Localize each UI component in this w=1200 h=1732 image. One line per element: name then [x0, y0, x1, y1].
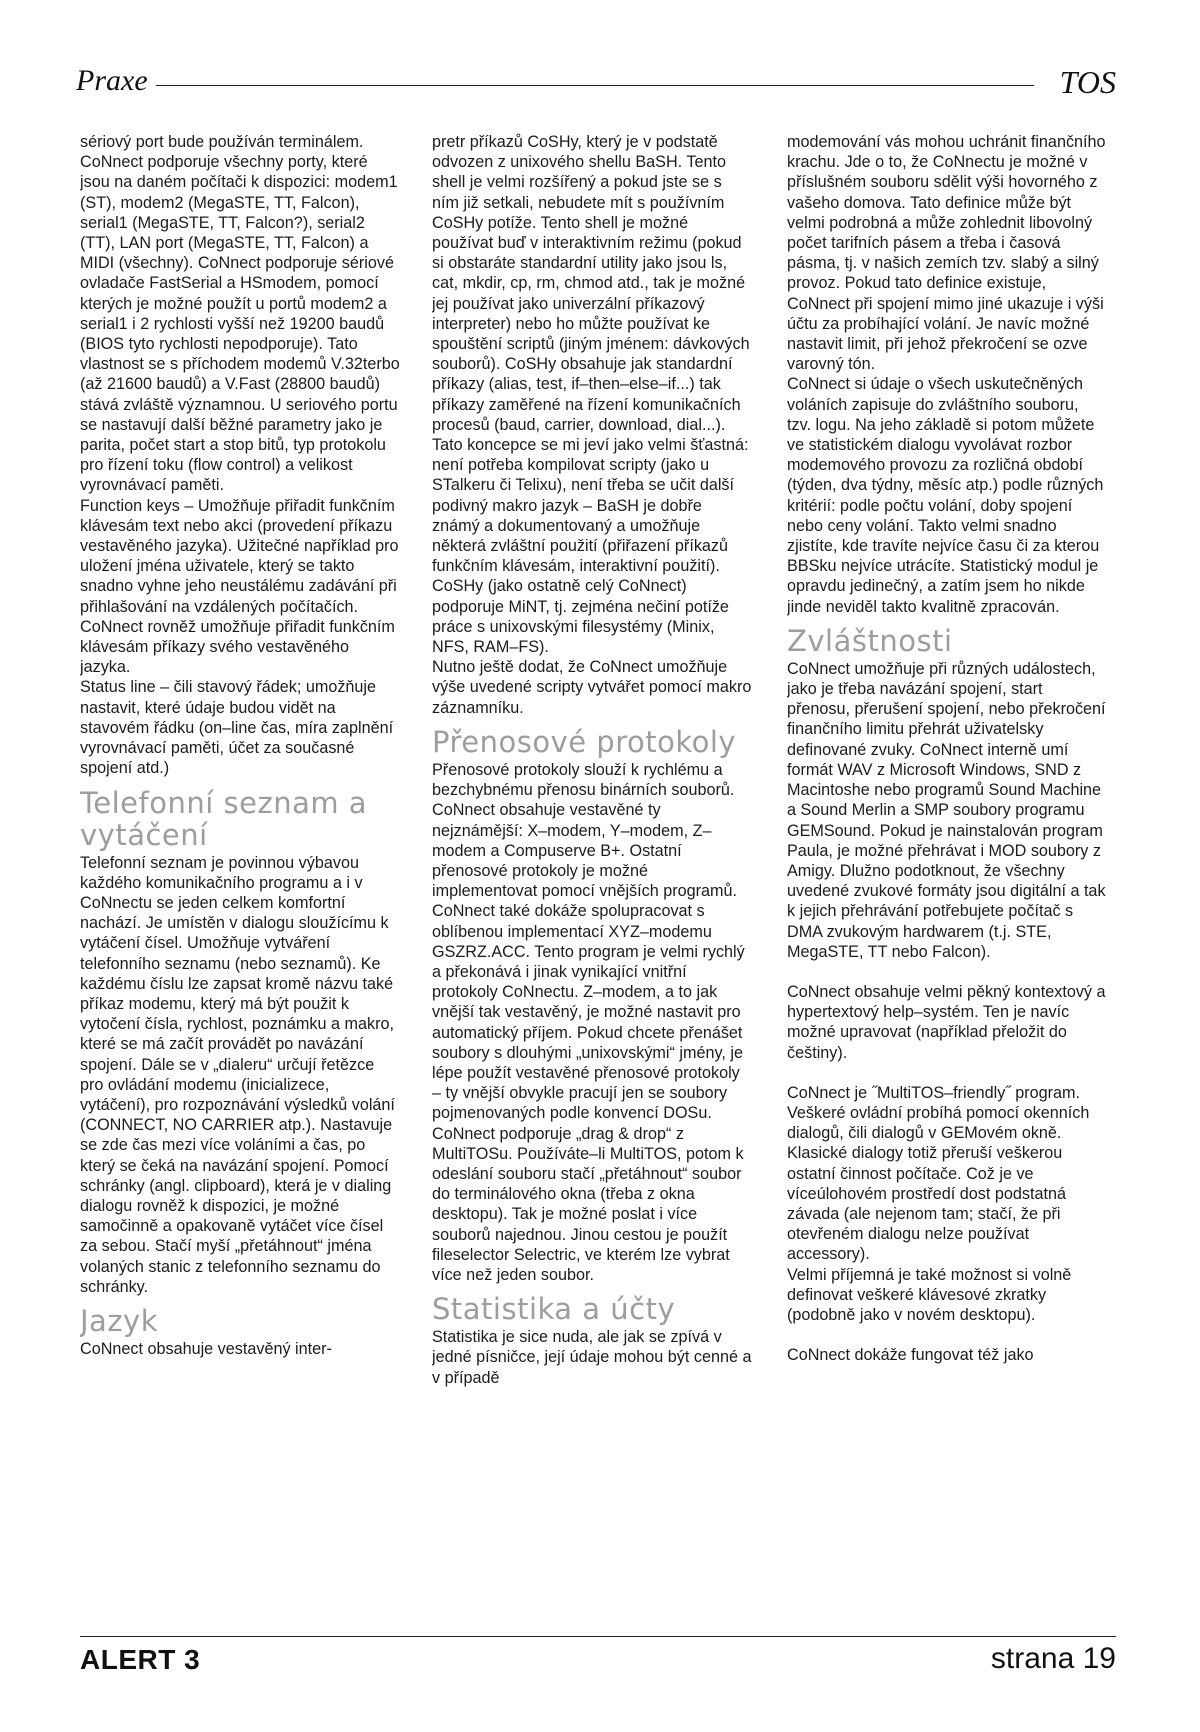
paragraph: modemování vás mohou uchránit finančního krachu. Jde o to, že CoNnectu je možné v příslušném souboru sdělit výši hovorného z vašeho domova. Tato definice může být velmi podrobná a může zohlednit libovolný počet tarifních pásem a třeba i časová pásma, tj. v našich zemích tzv. slabý a silný provoz. Pokud tato definice existuje, CoNnect při spojení mimo jiné ukazuje i výši účtu za probíhající volání. Je navíc možné nastavit limit, při jehož překročení se ozve varovný tón. [787, 133, 1106, 374]
paragraph: Velmi příjemná je také možnost si volně definovat veškeré klávesové zkratky (podobně jako v novém desktopu). [787, 1265, 1072, 1324]
paragraph: CoNnect umožňuje při různých událostech, jako je třeba navázání spojení, start přenosu, přerušení spojení, nebo překročení finančního limitu přehrát uživatelsky definované zvuky. CoNnect interně umí formát WAV z Microsoft Windows, SND z Macintoshe nebo programů Sound Machine a Sound Merlin a SMP soubory programu GEMSound. Pokud je nainstalován program Paula, je možné přehrávat i MOD soubory z Amigy. Dlužno podotknout, že všechny uvedené zvukové formáty jsou digitální a tak k jejich přehrávání potřebujete počítač s DMA zvukovým hardwarem (t.j. STE, MegaSTE, TT nebo Falcon). [787, 659, 1106, 961]
header-rule [156, 85, 1034, 86]
paragraph-gap [787, 962, 1107, 982]
paragraph: sériový port bude používán terminálem. CoNnect podporuje všechny porty, které jsou na daném počítači k dispozici: modem1 (ST), modem2 (MegaSTE, TT, Falcon), serial1 (MegaSTE, TT, Falcon?), serial2 (TT), LAN port (MegaSTE, TT, Falcon) a MIDI (všechny). CoNnect podporuje sériové ovladače FastSerial a HSmodem, pomocí kterých je možné použít u portů modem2 a serial1 i 2 rychlosti vyšší než 19200 baudů (BIOS tyto rychlosti nepodporuje). Tato vlastnost se s příchodem modemů V.32terbo (až 21600 baudů) a V.Fast (28800 baudů) stává zvláště významnou. U seriového portu se nastavují další běžné parametry jako je parita, počet start a stop bitů, typ protokolu pro řízení toku (flow control) a velikost vyrovnávací paměti. [80, 133, 400, 495]
paragraph: Nutno ještě dodat, že CoNnect umožňuje výše uvedené scripty vytvářet pomocí makro záznamníku. [432, 658, 752, 717]
paragraph: CoNnect obsahuje vestavěný inter- [80, 1339, 332, 1358]
section-heading: Zvláštnosti [787, 623, 953, 658]
column-1 [80, 132, 400, 1617]
footer-rule [80, 1636, 1116, 1637]
paragraph: Status line – čili stavový řádek; umožňuje nastavit, které údaje budou vidět na stavovém řádku (on–line čas, míra zaplnění vyrovnávací paměti, účet za současné spojení atd.) [80, 678, 394, 778]
section-label: Praxe [76, 64, 148, 97]
paragraph: CoNnect si údaje o všech uskutečněných voláních zapisuje do zvláštního souboru, tzv. logu. Na jeho základě si potom můžete ve statistickém dialogu vyvolávat rozbor modemového provozu za rozličná období (týden, dva týdny, měsíc atp.) podle různých kritérií: podle počtu volání, doby spojení nebo ceny volání. Takto velmi snadno zjistíte, kde travíte nejvíce času či za kterou BBSku nejvíce utrácíte. Statistický modul je opravdu jedinečný, a zatím jsem ho nikde jinde neviděl takto kvalitně zpracován. [787, 375, 1104, 616]
section-heading: Telefonní seznam a vytáčení [80, 785, 368, 852]
paragraph: CoNnect obsahuje velmi pěkný kontextový a hypertextový help–systém. Ten je navíc možné upravovat (například přeložit do češtiny). [787, 982, 1106, 1062]
paragraph: Statistika je sice nuda, ale jak se zpívá v jedné písničce, její údaje mohou být cenné a v případě [432, 1328, 752, 1387]
page-header [76, 64, 1116, 104]
paragraph: CoNnect dokáže fungovat též jako [787, 1346, 1034, 1365]
page-number: strana 19 [990, 1642, 1116, 1675]
column-2 [432, 132, 752, 1617]
section-heading: Přenosové protokoly [432, 724, 737, 759]
paragraph: Telefonní seznam je povinnou výbavou každého komunikačního programu a i v CoNnectu se jeden celkem komfortní nachází. Je umístěn v dialogu sloužícímu k vytáčení čísel. Umožňuje vytváření telefonního seznamu (nebo seznamů). Ke každému číslu lze zapsat kromě názvu také příkaz modemu, který má být použit k vytočení čísla, rychlost, poznámku a makro, které se má začít provádět po navázání spojení. Dále se v „dialeru“ určují řetězce pro ovládání modemu (inicializece, vytáčení), pro rozpoznávání výsledků volání (CONNECT, NO CARRIER atp.). Nastavuje se zde čas mezi více voláními a čas, po který se čeká na navázání spojení. Pomocí schránky (angl. clipboard), která je v dialing dialogu rovněž k dispozici, je možné samočinně a opakovaně vytáčet více čísel za sebou. Stačí myší „přetáhnout“ jména volaných stanic z telefonního seznamu do schránky. [80, 853, 395, 1296]
paragraph: pretr příkazů CoSHy, který je v podstatě odvozen z unixového shellu BaSH. Tento shell je velmi rozšířený a pokud jste se s ním již setkali, nebudete mít s používním CoSHy potíže. Tento shell je možné používat buď v interaktivním režimu (pokud si obstaráte standardní utility jako jsou ls, cat, mkdir, cp, rm, chmod atd., tak je možné jej používat jako univerzální příkazový interpreter) nebo ho můžte používat ke spouštění scriptů (jiným jménem: dávkových souborů). CoSHy obsahuje jak standardní příkazy (alias, test, if–then–else–if...) tak příkazy zaměřené na řízení komunikačních procesů (baud, carrier, download, dial...). Tato koncepce se mi jeví jako velmi šťastná: není potřeba kompilovat scripty (jako u STalkeru či Telixu), není třeba se učit další podivný makro jazyk – BaSH je dobře známý a dokumentovaný a umožňuje některá zvláštní použití (přiřazení příkazů funkčním klávesám, interaktivní použití). CoSHy (jako ostatně celý CoNnect) podporuje MiNT, tj. zejména nečiní potíže práce s unixovskými filesystémy (Minix, NFS, RAM–FS). [432, 133, 750, 657]
magazine-issue: ALERT 3 [80, 1644, 201, 1675]
paragraph: CoNnect podporuje „drag & drop“ z MultiTOSu. Používáte–li MultiTOS, potom k odeslání souboru stačí „přetáhnout“ soubor do terminálového okna (třeba z okna desktopu). Tak je možné poslat i více souborů najednou. Jinou cestou je použít fileselector Selectric, ve kterém lze vybrat více než jeden soubor. [432, 1124, 744, 1284]
section-heading: Statistika a účty [432, 1292, 676, 1327]
paragraph-gap [787, 1063, 1107, 1083]
paragraph: Přenosové protokoly slouží k rychlému a bezchybnému přenosu binárních souborů. CoNnect obsahuje vestavěné ty nejznámější: X–modem, Y–modem, Z–modem a Compuserve B+. Ostatní přenosové protokoly je možné implementovat pomocí vnějších programů. CoNnect také dokáže spolupracovat s oblíbenou implementací XYZ–modemu GSZRZ.ACC. Tento program je velmi rychlý a překonává i jinak vynikající vnitřní protokoly CoNnectu. Z–modem, a to jak vnější tak vestavěný, je možné nastavit pro automatický příjem. Pokud chcete přenášet soubory s dlouhými „unixovskými“ jmény, je lépe použít vestavěné přenosové protokoly – ty vnější obvykle pracují jen se soubory pojmenovaných podle konvencí DOSu. [432, 760, 745, 1123]
paragraph: CoNnect je ˝MultiTOS–friendly˝ program. Veškeré ovládní probíhá pomocí okenních dialogů, čili dialogů v GEMovém okně. Klasické dialogy totiž přeruší veškerou ostatní činnost počítače. Což je ve víceúlohovém prostředí dost podstatná závada (ale nejenom tam; stačí, že při otevřeném dialogu nelze používat accessory). [787, 1083, 1090, 1264]
column-3 [787, 132, 1107, 1617]
paragraph-gap [787, 1325, 1107, 1345]
topic-label: TOS [1059, 64, 1116, 100]
paragraph: Function keys – Umožňuje přiřadit funkčním klávesám text nebo akci (provedení příkazu vestavěného jazyka). Užitečné například pro uložení jména uživatele, který se takto snadno vyhne jeho neustálému zadávání při přihlašování na vzdálených počítačích. CoNnect rovněž umožňuje přiřadit funkčním klávesám příkazy svého vestavěného jazyka. [80, 496, 399, 677]
section-heading: Jazyk [80, 1303, 159, 1338]
